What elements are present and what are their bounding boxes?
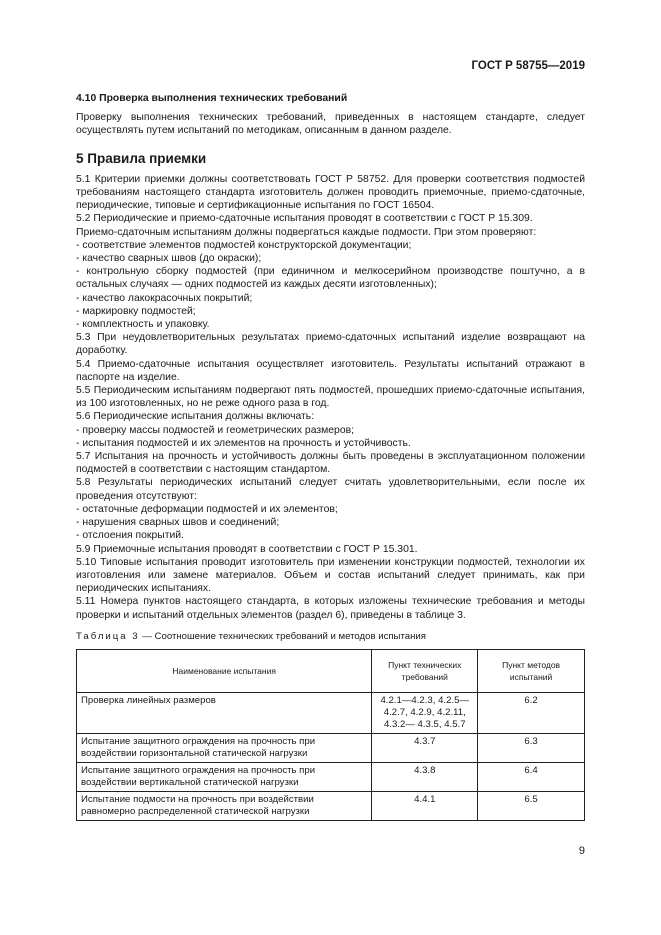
- cell-test-name: Испытание защитного ограждения на прочность при воздействии горизонтальной статической нагрузки: [77, 733, 372, 762]
- section-5-body: [76, 173, 585, 622]
- list-item: - нарушения сварных швов и соединений;: [76, 517, 280, 529]
- paragraph-5-10: 5.10 Типовые испытания проводит изготовитель при изменении конструкции подмостей, технологии их изготовления или замене материалов. Объем и состав испытаний следует принимать, как при периодических испытаниях.: [76, 556, 585, 595]
- list-item: - проверку массы подмостей и геометрических размеров;: [76, 424, 355, 436]
- list-item: - комплектность и упаковку.: [76, 319, 210, 331]
- paragraph-5-8: 5.8 Результаты периодических испытаний следует считать удовлетворительными, если после их проведения отсутствуют:: [76, 477, 585, 502]
- cell-requirements: 4.4.1: [372, 791, 478, 820]
- paragraph-5-3: 5.3 При неудовлетворительных результатах приемо-сдаточных испытаний изделие возвращают на доработку.: [76, 332, 585, 357]
- table-row: [77, 762, 585, 791]
- paragraph-5-11: 5.11 Номера пунктов настоящего стандарта, в которых изложены технические требования и методы проверки и испытаний отдельных элементов (раздел 6), приведены в таблице 3.: [76, 596, 585, 621]
- paragraph-5-2-cont: Приемо-сдаточным испытаниям должны подвергаться каждые подмости. При этом проверяют:: [76, 226, 537, 238]
- table-header-row: [77, 649, 585, 692]
- standard-header: ГОСТ Р 58755—2019: [471, 60, 585, 72]
- page-content: [76, 92, 585, 821]
- paragraph-5-5: 5.5 Периодическим испытаниям подвергают пять подмостей, прошедших приемо-сдаточные испытания, из 100 изготовленных, но не реже одного раза в год.: [76, 385, 585, 410]
- table-3: [76, 649, 585, 821]
- table-caption: [76, 630, 585, 643]
- table-row: [77, 692, 585, 733]
- header-test-name: Наименование испытания: [77, 649, 372, 692]
- header-methods-clause: Пункт методов испытаний: [478, 649, 585, 692]
- list-item: - качество сварных швов (до окраски);: [76, 253, 262, 265]
- cell-requirements: 4.3.8: [372, 762, 478, 791]
- list-item: - испытания подмостей и их элементов на прочность и устойчивость.: [76, 437, 411, 449]
- list-item: - контрольную сборку подмостей (при единичном и мелкосерийном производстве поштучно, а в остальных случаях — одних подмостей из каждых десяти изготовленных);: [76, 266, 585, 291]
- table-caption-text: — Соотношение технических требований и методов испытания: [139, 630, 426, 642]
- page-number: 9: [578, 845, 585, 857]
- cell-methods: 6.5: [478, 791, 585, 820]
- paragraph-5-1: 5.1 Критерии приемки должны соответствовать ГОСТ Р 58752. Для проверки соответствия подмостей требованиям настоящего стандарта изготовитель должен проводить приемочные, приемо-сдаточные, периодические, типовые и сертификационные испытания по ГОСТ 16504.: [76, 173, 585, 212]
- table-row: [77, 733, 585, 762]
- section-4-10-title: 4.10 Проверка выполнения технических требований: [76, 93, 348, 104]
- list-item: - соответствие элементов подмостей конструкторской документации;: [76, 239, 412, 251]
- paragraph-5-9: 5.9 Приемочные испытания проводят в соответствии с ГОСТ Р 15.301.: [76, 543, 418, 555]
- cell-requirements: 4.2.1—4.2.3, 4.2.5—4.2.7, 4.2.9, 4.2.11, 4.3.2— 4.3.5, 4.5.7: [372, 692, 478, 733]
- table-row: [77, 791, 585, 820]
- paragraph-5-4: 5.4 Приемо-сдаточные испытания осуществляет изготовитель. Результаты испытаний отражают в паспорте на изделие.: [76, 358, 585, 383]
- cell-methods: 6.3: [478, 733, 585, 762]
- list-item: - остаточные деформации подмостей и их элементов;: [76, 503, 338, 515]
- paragraph-5-2: 5.2 Периодические и приемо-сдаточные испытания проводят в соответствии с ГОСТ Р 15.309.: [76, 213, 533, 225]
- header-requirements-clause: Пункт технических требований: [372, 649, 478, 692]
- cell-test-name: Проверка линейных размеров: [77, 692, 372, 733]
- table-caption-label: Таблица 3: [76, 630, 140, 642]
- cell-test-name: Испытание подмости на прочность при воздействии равномерно распределенной статической нагрузки: [77, 791, 372, 820]
- cell-methods: 6.2: [478, 692, 585, 733]
- paragraph-5-6: 5.6 Периодические испытания должны включать:: [76, 411, 315, 423]
- list-item: - отслоения покрытий.: [76, 530, 184, 542]
- cell-methods: 6.4: [478, 762, 585, 791]
- section-4-10-text: Проверку выполнения технических требований, приведенных в настоящем стандарте, следует осуществлять путем испытаний по методикам, описанным в данном разделе.: [76, 112, 585, 137]
- section-5-title: 5 Правила приемки: [76, 150, 207, 166]
- list-item: - качество лакокрасочных покрытий;: [76, 292, 253, 304]
- cell-requirements: 4.3.7: [372, 733, 478, 762]
- list-item: - маркировку подмостей;: [76, 305, 196, 317]
- cell-test-name: Испытание защитного ограждения на прочность при воздействии вертикальной статической нагрузки: [77, 762, 372, 791]
- paragraph-5-7: 5.7 Испытания на прочность и устойчивость должны быть проведены в эксплуатационном положении подмостей в соответствии с настоящим стандартом.: [76, 451, 585, 476]
